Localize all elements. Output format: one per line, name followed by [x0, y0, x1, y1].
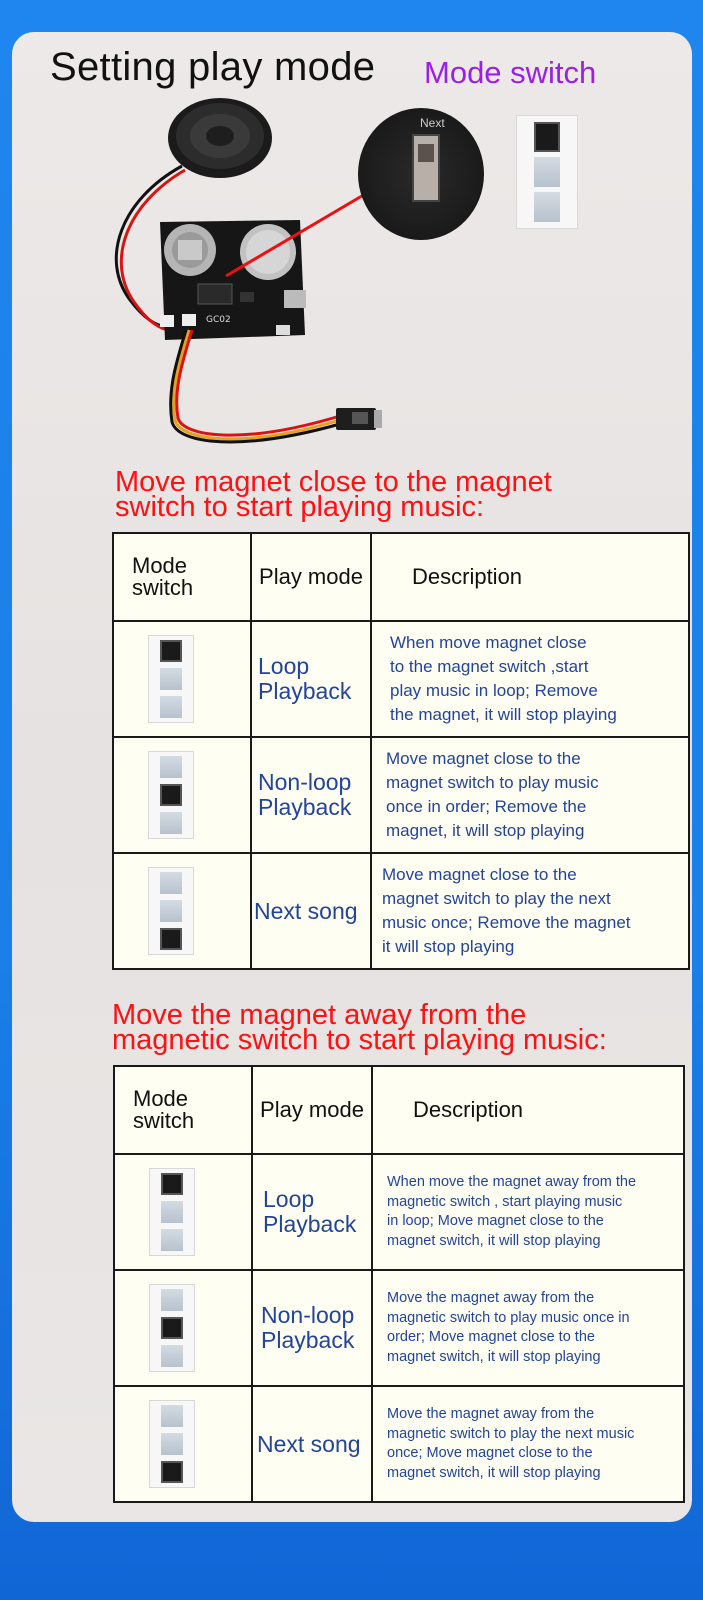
col-mode-switch-header: Mode switch: [114, 1066, 252, 1154]
play-mode-cell: Non-loop Playback: [251, 737, 371, 853]
play-mode-cell: Loop Playback: [251, 621, 371, 737]
description-cell: When move magnet close to the magnet switch ,start play music in loop; Remove the magnet, it will stop playing: [371, 621, 689, 737]
switch-cell: [113, 621, 251, 737]
table-row: [114, 1154, 684, 1270]
switch-position-icon: [149, 1284, 195, 1372]
play-mode-cell: Next song: [251, 853, 371, 969]
mode-switch-legend-icon: [516, 115, 578, 229]
switch-cell: [113, 737, 251, 853]
description-cell: Move the magnet away from the magnetic switch to play music once in order; Move magnet close to the magnet switch, it will stop playing: [372, 1270, 684, 1386]
switch-position-icon: [148, 867, 194, 955]
description-cell: Move magnet close to the magnet switch to play the next music once; Remove the magnet it will stop playing: [371, 853, 689, 969]
zoom-label: Next: [420, 116, 445, 130]
speaker-icon: [168, 98, 272, 178]
switch-position-icon: [149, 1400, 195, 1488]
description-cell: Move magnet close to the magnet switch to play music once in order; Remove the magnet, it will stop playing: [371, 737, 689, 853]
table-row: [113, 737, 689, 853]
description-cell: Move the magnet away from the magnetic switch to play the next music once; Move magnet close to the magnet switch, it will stop playing: [372, 1386, 684, 1502]
col-description-header: Description: [372, 1066, 684, 1154]
switch-cell: [114, 1270, 252, 1386]
play-mode-cell: Non-loop Playback: [252, 1270, 372, 1386]
circuit-board-icon: [160, 220, 306, 340]
switch-position-icon: [148, 635, 194, 723]
play-mode-cell: Next song: [252, 1386, 372, 1502]
magnet-sensor-icon: [336, 408, 382, 430]
table-row: [113, 853, 689, 969]
svg-text:GC02: GC02: [206, 315, 231, 325]
slide-switch-icon: [412, 134, 440, 202]
section2-table: [113, 1065, 685, 1503]
table-row: [114, 1386, 684, 1502]
section1-table: [112, 532, 690, 970]
table-row: [113, 621, 689, 737]
page-title: Setting play mode: [50, 45, 376, 89]
section2-heading: Move the magnet away from the magnetic switch to start playing music:: [112, 999, 607, 1056]
description-cell: When move the magnet away from the magnetic switch , start playing music in loop; Move magnet close to the magnet switch, it will stop playing: [372, 1154, 684, 1270]
play-mode-cell: Loop Playback: [252, 1154, 372, 1270]
switch-position-icon: [148, 751, 194, 839]
switch-cell: [114, 1154, 252, 1270]
col-description-header: Description: [371, 533, 689, 621]
col-mode-switch-header: Mode switch: [113, 533, 251, 621]
switch-position-icon: [149, 1168, 195, 1256]
col-play-mode-header: Play mode: [251, 533, 371, 621]
section1-heading: Move magnet close to the magnet switch to start playing music:: [115, 466, 552, 523]
switch-cell: [114, 1386, 252, 1502]
switch-zoom-view: [358, 108, 484, 240]
table-row: [114, 1270, 684, 1386]
mode-switch-title: Mode switch: [424, 55, 597, 90]
col-play-mode-header: Play mode: [252, 1066, 372, 1154]
product-illustration: [90, 90, 410, 470]
switch-cell: [113, 853, 251, 969]
